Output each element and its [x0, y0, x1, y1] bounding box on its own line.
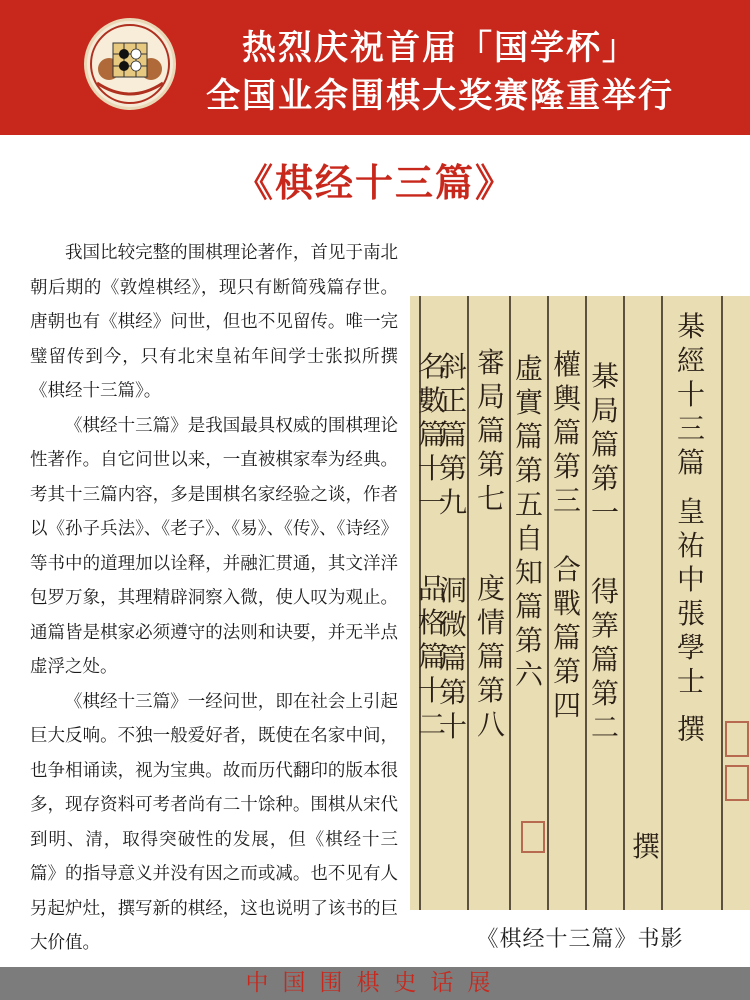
- book-column-4-bottom: 度情篇第八: [476, 572, 506, 741]
- book-column-6-top: 名數篇十一: [417, 350, 447, 519]
- section-title: 《棋经十三篇》: [234, 160, 515, 205]
- book-column-3-bottom: 自知篇第六: [514, 522, 544, 691]
- paragraph-2: 《棋经十三篇》是我国最具权威的围棋理论性著作。自它问世以来，一直被棋家奉为经典。考其十三篇内容，多是围棋名家经验之谈，作者以《孙子兵法》、《老子》、《易》、《传》、《诗经》等书中的道理加以诠释，并融汇贯通，其文洋洋包罗万象，其理精辟洞察入微，使人叹为观止。通篇皆是棋家必须遵守的法则和诀要，并无半点虚浮之处。: [30, 415, 398, 677]
- book-column-6-bottom: 品格篇十二: [417, 572, 447, 741]
- book-caption: 《棋经十三篇》书影: [476, 927, 684, 952]
- footer-bar: 中国围棋史话展: [0, 967, 750, 1000]
- book-column-1-bottom: 得筭篇第二: [590, 575, 620, 744]
- banner-title-line1: 热烈庆祝首届「国学杯」: [242, 28, 638, 68]
- book-column-2-bottom: 合戰篇第四: [552, 553, 582, 722]
- book-page-image: [410, 296, 750, 910]
- go-board-logo-icon: [84, 18, 176, 110]
- book-column-4-top: 審局篇第七: [476, 346, 506, 515]
- paragraph-3: 《棋经十三篇》一经问世，即在社会上引起巨大反响。不独一般爱好者，既使在名家中间，也争相诵读，视为宝典。故而历代翻印的版本很多，现存资料可考者尚有二十馀种。围棋从宋代到明、清，取得突破性的发展，但《棋经十三篇》的指导意义并没有因之而或减。也不见有人另起炉灶，撰写新的棋经，这也说明了该书的巨大价值。: [30, 691, 398, 953]
- banner-title-line2: 全国业余围棋大奖赛隆重举行: [206, 76, 674, 116]
- book-bottom-char: 撰: [631, 830, 661, 863]
- book-column-5-bottom: 洞微篇第十: [438, 574, 468, 743]
- book-column-1-top: 棊局篇第一: [590, 360, 620, 529]
- paragraph-1: 我国比较完整的围棋理论著作，首见于南北朝后期的《敦煌棋经》，现只有断简残篇存世。唐朝也有《棋经》问世，但也不见留传。唯一完璧留传到今，只有北宋皇祐年间学士张拟所撰《棋经十三篇》。: [30, 243, 398, 401]
- article-body: [30, 236, 398, 961]
- book-column-3-top: 虛實篇第五: [514, 352, 544, 521]
- book-author: 皇祐中張學士撰: [676, 495, 706, 746]
- book-title: 棊經十三篇: [676, 310, 706, 479]
- book-column-5-top: 斜正篇第九: [438, 350, 468, 519]
- book-column-2-top: 權輿篇第三: [552, 348, 582, 517]
